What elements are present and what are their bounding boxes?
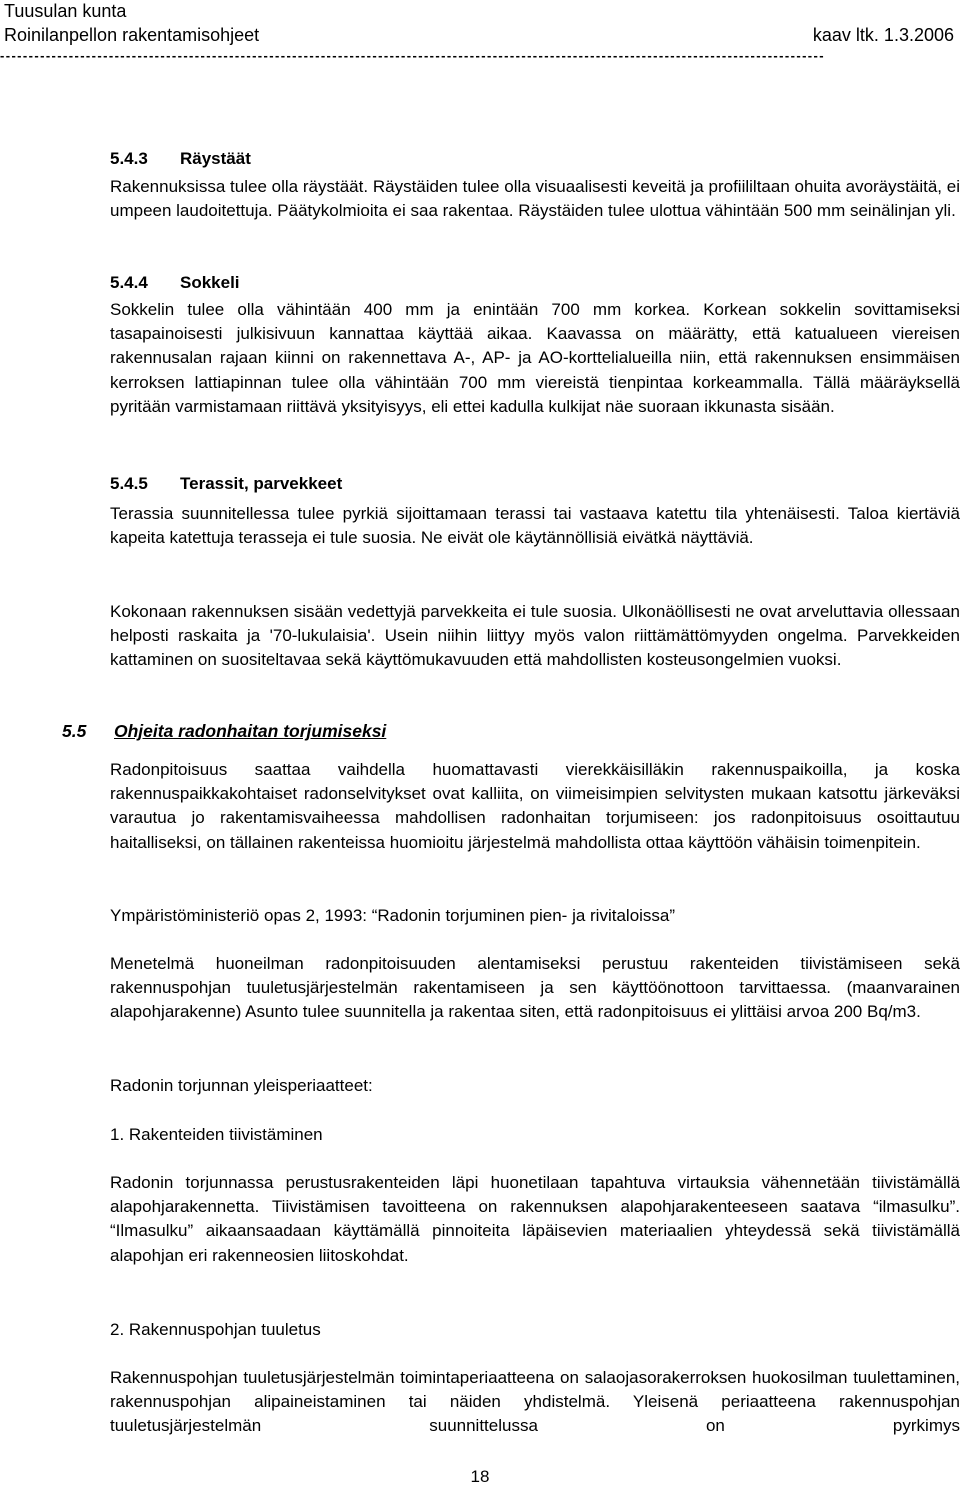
- paragraph: Radonpitoisuus saattaa vaihdella huomattavasti vierekkäisilläkin rakennuspaikoilla, ja koska rakennuspaikkakohtaiset radonselvitykset ovat kalliita, on viimeisimpien selvitysten mukaan katsottu järkeväksi varautua jo rakentamisvaiheessa mahdollisen radonhaitan torjumiseen: jos radonpitoisuus osoittautuu haitalliseksi, on tällainen rakenteissa huomioitu järjestelmä mahdollista ottaa käyttöön vähäisin toimenpitein.: [110, 760, 960, 852]
- section-number: 5.4.4: [110, 273, 148, 292]
- paragraph: Sokkelin tulee olla vähintään 400 mm ja enintään 700 mm korkea. Korkean sokkelin sovittamiseksi tasapainoisesti julkisivuun kannattaa käyttää aikaa. Kaavassa on määrätty, että katualueen viereisen rakennusalan rajaan kiinni on rakennettava A-, AP- ja AO-korttelialueilla niin, että rakennuksen ensimmäisen kerroksen lattiapinnan tulee olla vähintään 700 mm viereistä tienpintaa korkeammalla. Tällä määräyksellä pyritään varmistamaan riittävä yksityisyys, eli ettei kadulla kulkijat näe suoraan ikkunasta sisään.: [110, 300, 960, 416]
- header-dashed-rule: ------------------------------------------------------------------------------------------------------------------------------------------------: [0, 48, 825, 63]
- list-intro: Radonin torjunnan yleisperiaatteet:: [110, 1076, 373, 1095]
- paragraph: Rakennuspohjan tuuletusjärjestelmän toimintaperiaatteena on salaojasorakerroksen huokosilman tuulettaminen, rakennuspohjan alipaineistaminen tai näiden yhdistelmä. Yleisenä periaatteena rakennuspohjan tuuletusjärjestelmän suunnittelussa on pyrkimys: [110, 1368, 960, 1436]
- paragraph: Radonin torjunnassa perustusrakenteiden läpi huonetilaan tapahtuva virtauksia vähennetään tiivistämällä alapohjarakennetta. Tiivistämisen tavoitteena on rakennuksen alapohjarakenteeseen saatava “ilmasulku”. “Ilmasulku” aikaansaadaan käyttämällä pinnoiteita läpäisevien materiaalien yhteydessä sekä tiivistämällä alapohjan eri rakenneosien liitoskohdat.: [110, 1173, 960, 1265]
- paragraph: Menetelmä huoneilman radonpitoisuuden alentamiseksi perustuu rakenteiden tiivistämiseen sekä rakennuspohjan tuuletusjärjestelmän rakentamiseen ja sen käyttöönottoon tarvittaessa. (maanvarainen alapohjarakenne) Asunto tulee suunnitella ja rakentaa siten, että radonpitoisuus ei ylittäisi arvoa 200 Bq/m3.: [110, 954, 960, 1022]
- page-number: 18: [470, 1467, 490, 1486]
- header-document-title: Roinilanpellon rakentamisohjeet: [4, 25, 260, 45]
- section-heading: [110, 474, 342, 494]
- paragraph: Terassia suunnitellessa tulee pyrkiä sijoittamaan terassi tai vastaava katettu tila yhtenäisesti. Taloa kiertäviä kapeita katettuja terasseja ei tule suosia. Ne eivät ole käytännöllisiä eivätkä näyttäviä.: [110, 504, 960, 548]
- section-heading: [110, 149, 251, 169]
- section-title: Sokkeli: [180, 273, 240, 292]
- section-number: 5.5: [62, 721, 87, 741]
- section-title: Terassit, parvekkeet: [180, 474, 343, 493]
- section-number: 5.4.5: [110, 474, 148, 493]
- list-item-heading: 2. Rakennuspohjan tuuletus: [110, 1320, 321, 1339]
- section-number: 5.4.3: [110, 149, 148, 168]
- reference-line: Ympäristöministeriö opas 2, 1993: “Radonin torjuminen pien- ja rivitaloissa”: [110, 906, 676, 925]
- section-heading: [110, 273, 240, 293]
- paragraph: Rakennuksissa tulee olla räystäät. Räystäiden tulee olla visuaalisesti keveitä ja profiililtaan ohuita avoräystäitä, ei umpeen laudoitettuja. Päätykolmioita ei saa rakentaa. Räystäiden tulee ulottua vähintään 500 mm seinälinjan yli.: [110, 177, 960, 221]
- paragraph: Kokonaan rakennuksen sisään vedettyjä parvekkeita ei tule suosia. Ulkonäöllisesti ne ovat arveluttavia ollessaan helposti raskaita ja '70-lukulaisia'. Usein niihin liittyy myös valon riittämättömyyden ongelma. Parvekkeiden kattaminen on suositeltavaa sekä käyttömukavuuden että mahdollisten kosteusongelmien vuoksi.: [110, 602, 960, 670]
- header-version: kaav ltk. 1.3.2006: [812, 25, 954, 45]
- section-heading: [62, 720, 386, 742]
- section-title: Räystäät: [180, 149, 251, 168]
- list-item-heading: 1. Rakenteiden tiivistäminen: [110, 1125, 323, 1144]
- header-organization: Tuusulan kunta: [4, 1, 127, 21]
- section-title: Ohjeita radonhaitan torjumiseksi: [114, 721, 387, 741]
